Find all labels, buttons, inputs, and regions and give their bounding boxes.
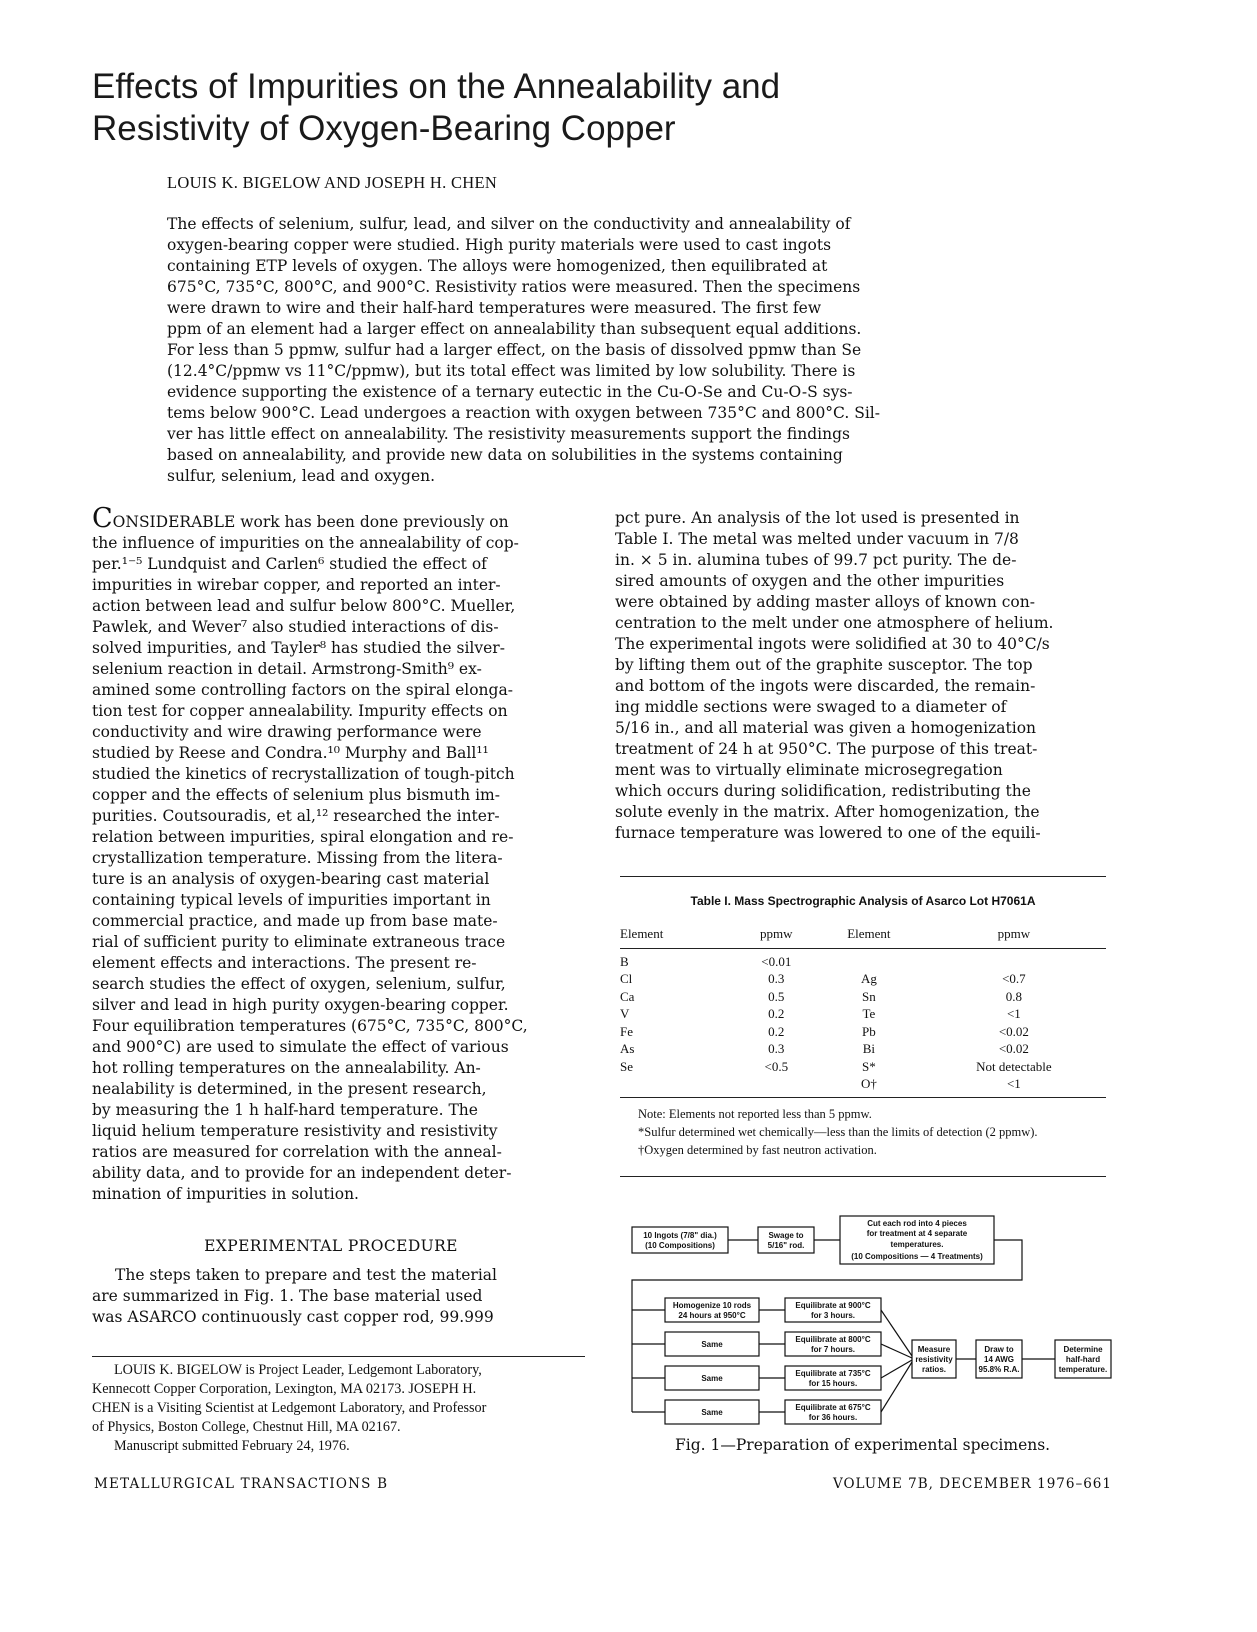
abstract-line: (12.4°C/ppmw vs 11°C/ppmw), but its total effect was limited by low solubility. There is xyxy=(167,362,856,380)
footnote-line: Manuscript submitted February 24, 1976. xyxy=(114,1438,350,1454)
box-text: (10 Compositions — 4 Treatments) xyxy=(851,1252,983,1261)
box-text: for 36 hours. xyxy=(808,1413,858,1422)
footnote-line: CHEN is a Visiting Scientist at Ledgemont Laboratory, and Professor xyxy=(92,1400,487,1416)
intro-line: by measuring the 1 h half-hard temperature. The xyxy=(92,1101,478,1119)
flowchart-svg xyxy=(620,1210,1120,1440)
footnote-line: Kennecott Copper Corporation, Lexington, MA 02173. JOSEPH H. xyxy=(92,1381,477,1397)
exp-line: was ASARCO continuously cast copper rod, 99.999 xyxy=(92,1308,494,1326)
intro-line: search studies the effect of oxygen, selenium, sulfur, xyxy=(92,975,506,993)
procedure-line: were obtained by adding master alloys of known con- xyxy=(615,593,1035,611)
intro-line: Four equilibration temperatures (675°C, 735°C, 800°C, xyxy=(92,1017,528,1035)
title-line-2: Resistivity of Oxygen-Bearing Copper xyxy=(92,109,676,148)
table-cell: Bi xyxy=(862,1041,876,1057)
box-text: Homogenize 10 rods xyxy=(672,1301,752,1310)
paper-title xyxy=(92,66,1092,150)
abstract-line: oxygen-bearing copper were studied. High purity materials were used to cast ingots xyxy=(167,236,832,254)
box-text: 14 AWG xyxy=(984,1355,1014,1364)
table-row xyxy=(620,1023,1106,1041)
table-1 xyxy=(620,876,1106,1177)
abstract-line: based on annealability, and provide new data on solubilities in the systems containing xyxy=(167,446,843,464)
box-text: Same xyxy=(701,1340,723,1349)
table-cell: <0.5 xyxy=(764,1058,789,1074)
footnote-line: LOUIS K. BIGELOW is Project Leader, Ledgemont Laboratory, xyxy=(114,1362,482,1378)
box-text: temperature. xyxy=(1058,1365,1108,1374)
intro-line: amined some controlling factors on the spiral elonga- xyxy=(92,681,513,699)
table-header-row xyxy=(620,922,1106,949)
box-text: Same xyxy=(701,1374,723,1383)
table-cell: <0.02 xyxy=(998,1041,1029,1057)
abstract-line: sulfur, selenium, lead and oxygen. xyxy=(167,467,436,485)
box-text: (10 Compositions) xyxy=(645,1241,715,1250)
journal-name: METALLURGICAL TRANSACTIONS B xyxy=(94,1476,389,1492)
box-text: Equilibrate at 800°C xyxy=(795,1335,871,1344)
box-text: Cut each rod into 4 pieces xyxy=(867,1219,967,1228)
procedure-line: ment was to virtually eliminate microsegregation xyxy=(615,761,1003,779)
table-cell: 0.5 xyxy=(768,988,785,1004)
table-cell: Sn xyxy=(862,988,876,1004)
procedure-line: centration to the melt under one atmosphere of helium. xyxy=(615,614,1054,632)
box-text: resistivity xyxy=(915,1355,953,1364)
intro-line: tion test for copper annealability. Impurity effects on xyxy=(92,702,508,720)
abstract-line: tems below 900°C. Lead undergoes a reaction with oxygen between 735°C and 800°C. Sil- xyxy=(167,404,880,422)
table-header: ppmw xyxy=(922,922,1106,949)
table-cell: Ag xyxy=(860,971,877,987)
intro-line: per.¹⁻⁵ Lundquist and Carlen⁶ studied the effect of xyxy=(92,555,487,573)
table-cell: Te xyxy=(862,1006,876,1022)
table-cell xyxy=(737,1076,816,1098)
connector xyxy=(881,1344,912,1358)
section-heading: EXPERIMENTAL PROCEDURE xyxy=(204,1237,458,1255)
table-cell: B xyxy=(620,953,629,969)
table-header: Element xyxy=(816,922,922,949)
intro-line: work has been done previously on xyxy=(235,513,509,531)
intro-column xyxy=(92,503,570,1205)
table-cell: Not detectable xyxy=(976,1058,1052,1074)
experimental-paragraph xyxy=(92,1265,570,1328)
table-notes xyxy=(620,1105,1106,1159)
table-note: †Oxygen determined by fast neutron activation. xyxy=(638,1143,877,1157)
box-text: Same xyxy=(701,1408,723,1417)
table-header: Element xyxy=(620,922,737,949)
box-text: for 3 hours. xyxy=(810,1311,856,1320)
procedure-line: pct pure. An analysis of the lot used is presented in xyxy=(615,509,1020,527)
procedure-line: sired amounts of oxygen and the other impurities xyxy=(615,572,1005,590)
box-text: half-hard xyxy=(1065,1355,1101,1364)
procedure-line: The experimental ingots were solidified at 30 to 40°C/s xyxy=(615,635,1050,653)
box-text: for treatment at 4 separate xyxy=(866,1229,968,1238)
intro-line: copper and the effects of selenium plus bismuth im- xyxy=(92,786,500,804)
table-cell: Fe xyxy=(620,1023,633,1039)
procedure-line: by lifting them out of the graphite susceptor. The top xyxy=(615,656,1033,674)
intro-line: containing typical levels of impurities important in xyxy=(92,891,491,909)
connector xyxy=(881,1310,912,1356)
intro-line: impurities in wirebar copper, and reported an inter- xyxy=(92,576,501,594)
box-text: Equilibrate at 675°C xyxy=(795,1403,871,1412)
table-cell: <0.01 xyxy=(761,953,792,969)
procedure-line: solute evenly in the matrix. After homogenization, the xyxy=(615,803,1040,821)
procedure-line: and bottom of the ingots were discarded, the remain- xyxy=(615,677,1036,695)
abstract-line: The effects of selenium, sulfur, lead, and silver on the conductivity and annealability of xyxy=(167,215,851,233)
box-text: for 7 hours. xyxy=(810,1345,856,1354)
table-cell: Ca xyxy=(620,988,635,1004)
title-line-1: Effects of Impurities on the Annealability and xyxy=(92,67,781,106)
intro-line: conductivity and wire drawing performance were xyxy=(92,723,482,741)
box-text: Determine xyxy=(1063,1345,1103,1354)
table-cell: Se xyxy=(620,1058,633,1074)
intro-line: selenium reaction in detail. Armstrong-Smith⁹ ex- xyxy=(92,660,482,678)
table-top-rule xyxy=(620,876,1106,877)
intro-line: nealability is determined, in the present research, xyxy=(92,1080,487,1098)
table-header: ppmw xyxy=(737,922,816,949)
drop-cap: C xyxy=(92,503,113,534)
table-cell: As xyxy=(620,1041,635,1057)
box-text: temperatures. xyxy=(890,1240,944,1249)
table-row xyxy=(620,1041,1106,1059)
intro-line: ture is an analysis of oxygen-bearing cast material xyxy=(92,870,490,888)
table-note: Note: Elements not reported less than 5 ppmw. xyxy=(638,1107,872,1121)
abstract xyxy=(167,214,957,487)
figure-caption: Fig. 1—Preparation of experimental specimens. xyxy=(675,1436,1051,1454)
intro-line: hot rolling temperatures on the annealability. An- xyxy=(92,1059,481,1077)
box-text: ratios. xyxy=(921,1365,947,1374)
table-row xyxy=(620,1006,1106,1024)
intro-line: purities. Coutsouradis, et al,¹² researched the inter- xyxy=(92,807,500,825)
table-cell xyxy=(620,1076,737,1098)
box-text: 10 Ingots (7/8" dia.) xyxy=(643,1231,717,1240)
procedure-line: in. × 5 in. alumina tubes of 99.7 pct purity. The de- xyxy=(615,551,1017,569)
intro-line: Pawlek, and Wever⁷ also studied interactions of dis- xyxy=(92,618,499,636)
table-cell: Pb xyxy=(862,1023,876,1039)
intro-line: action between lead and sulfur below 800°C. Mueller, xyxy=(92,597,516,615)
table-row xyxy=(620,1058,1106,1076)
abstract-line: For less than 5 ppmw, sulfur had a larger effect, on the basis of dissolved ppmw than Se xyxy=(167,341,862,359)
footnote-rule xyxy=(92,1356,585,1357)
procedure-line: which occurs during solidification, redistributing the xyxy=(615,782,1031,800)
intro-line: silver and lead in high purity oxygen-bearing copper. xyxy=(92,996,509,1014)
box-text: Swage to xyxy=(768,1231,804,1240)
table-cell: 0.3 xyxy=(768,971,785,987)
table-cell xyxy=(922,949,1106,971)
table-cell: <0.7 xyxy=(1002,971,1026,987)
exp-line: are summarized in Fig. 1. The base material used xyxy=(92,1287,483,1305)
figure-1-flowchart xyxy=(620,1210,1120,1440)
abstract-line: ppm of an element had a larger effect on annealability than subsequent equal additions. xyxy=(167,320,862,338)
table-row xyxy=(620,1076,1106,1098)
intro-line: ability data, and to provide for an independent deter- xyxy=(92,1164,512,1182)
box-text: 5/16" rod. xyxy=(767,1241,805,1250)
procedure-line: Table I. The metal was melted under vacuum in 7/8 xyxy=(615,530,1019,548)
box-text: 95.8% R.A. xyxy=(978,1365,1020,1374)
table-cell: 0.8 xyxy=(1005,988,1023,1004)
procedure-line: treatment of 24 h at 950°C. The purpose of this treat- xyxy=(615,740,1038,758)
table-cell: <1 xyxy=(1006,1006,1021,1022)
table-cell: <0.02 xyxy=(998,1023,1029,1039)
intro-line: liquid helium temperature resistivity and resistivity xyxy=(92,1122,498,1140)
abstract-line: ver has little effect on annealability. The resistivity measurements support the findings xyxy=(167,425,850,443)
abstract-line: 675°C, 735°C, 800°C, and 900°C. Resistivity ratios were measured. Then the specimens xyxy=(167,278,861,296)
procedure-column xyxy=(615,508,1110,844)
abstract-line: evidence supporting the existence of a ternary eutectic in the Cu-O-Se and Cu-O-S sys- xyxy=(167,383,853,401)
table-cell: <1 xyxy=(922,1076,1106,1098)
table-row xyxy=(620,988,1106,1006)
volume-page: VOLUME 7B, DECEMBER 1976–661 xyxy=(832,1476,1112,1492)
intro-line: and 900°C) are used to simulate the effect of various xyxy=(92,1038,509,1056)
author-line: LOUIS K. BIGELOW AND JOSEPH H. CHEN xyxy=(167,173,498,192)
table-note: *Sulfur determined wet chemically—less than the limits of detection (2 ppmw). xyxy=(638,1125,1038,1139)
box-text: for 15 hours. xyxy=(808,1379,858,1388)
procedure-line: furnace temperature was lowered to one of the equili- xyxy=(615,824,1041,842)
intro-line: rial of sufficient purity to eliminate extraneous trace xyxy=(92,933,506,951)
intro-line: commercial practice, and made up from base mate- xyxy=(92,912,498,930)
intro-first-line xyxy=(92,503,570,534)
table-row xyxy=(620,971,1106,989)
abstract-line: containing ETP levels of oxygen. The alloys were homogenized, then equilibrated at xyxy=(167,257,828,275)
box-text: Measure xyxy=(917,1345,951,1354)
table-cell: 0.2 xyxy=(768,1006,785,1022)
footnote-line: of Physics, Boston College, Chestnut Hill, MA 02167. xyxy=(92,1419,401,1435)
box-text: Draw to xyxy=(984,1345,1014,1354)
table-title: Table I. Mass Spectrographic Analysis of Asarco Lot H7061A xyxy=(690,894,1036,908)
author-footnote xyxy=(92,1361,585,1456)
intro-line: solved impurities, and Tayler⁸ has studied the silver- xyxy=(92,639,505,657)
exp-line: The steps taken to prepare and test the material xyxy=(115,1266,497,1284)
small-caps-word: ONSIDERABLE xyxy=(112,513,236,531)
table-cell: S* xyxy=(862,1058,876,1074)
intro-line: crystallization temperature. Missing from the litera- xyxy=(92,849,503,867)
intro-line: element effects and interactions. The present re- xyxy=(92,954,477,972)
table-cell: Cl xyxy=(620,971,633,987)
table-cell: 0.2 xyxy=(768,1023,785,1039)
table-cell: V xyxy=(620,1006,630,1022)
table-row xyxy=(620,949,1106,971)
mass-spec-table xyxy=(620,922,1106,1098)
box-text: Equilibrate at 735°C xyxy=(795,1369,871,1378)
intro-line: ratios are measured for correlation with the anneal- xyxy=(92,1143,502,1161)
intro-line: mination of impurities in solution. xyxy=(92,1185,359,1203)
procedure-line: 5/16 in., and all material was given a homogenization xyxy=(615,719,1037,737)
box-text: 24 hours at 950°C xyxy=(678,1311,746,1320)
table-bottom-rule xyxy=(620,1176,1106,1177)
table-cell xyxy=(816,949,922,971)
abstract-line: were drawn to wire and their half-hard temperatures were measured. The first few xyxy=(167,299,822,317)
box-text: Equilibrate at 900°C xyxy=(795,1301,871,1310)
table-cell: 0.3 xyxy=(768,1041,785,1057)
intro-line: studied the kinetics of recrystallization of tough-pitch xyxy=(92,765,515,783)
intro-line: relation between impurities, spiral elongation and re- xyxy=(92,828,514,846)
table-cell: O† xyxy=(816,1076,922,1098)
intro-line: the influence of impurities on the annealability of cop- xyxy=(92,534,519,552)
intro-line: studied by Reese and Condra.¹⁰ Murphy and Ball¹¹ xyxy=(92,744,489,762)
procedure-line: ing middle sections were swaged to a diameter of xyxy=(615,698,1007,716)
